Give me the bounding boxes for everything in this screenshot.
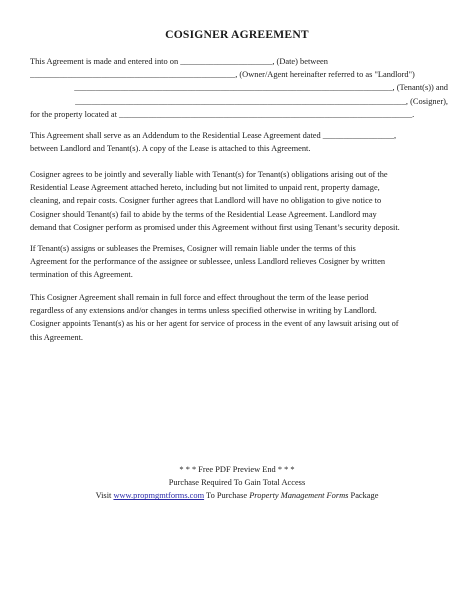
paragraph-liability	[30, 168, 448, 234]
paragraph-line: cleaning, and repair costs. Cosigner further agrees that Landlord will have no obligation to give notice to	[30, 196, 382, 206]
document-title: COSIGNER AGREEMENT	[165, 28, 309, 41]
visit-middle: To Purchase	[204, 491, 250, 501]
paragraph-line: between Landlord and Tenant(s). A copy of the Lease is attached to this Agreement.	[30, 144, 311, 154]
paragraph-line: This Cosigner Agreement shall remain in full force and effect throughout the term of the lease period	[30, 293, 369, 302]
paragraph-line: This Agreement shall serve as an Addendum to the Residential Lease Agreement dated _________________,	[30, 131, 397, 140]
visit-line	[0, 489, 474, 502]
intro-line-property: for the property located at ______________________________________________________________________.	[30, 109, 415, 119]
preview-footer	[0, 463, 474, 503]
visit-suffix: Package	[348, 491, 379, 501]
paragraph-line: Residential Lease Agreement attached hereto, including but not limited to unpaid rent, property damage,	[30, 183, 380, 193]
intro-line-tenants: ____________________________________________________________________________, (Tenant(s)) and	[74, 83, 448, 93]
paragraph-line: Cosigner agrees to be jointly and severally liable with Tenant(s) for Tenant(s) obligations arising out of the	[30, 170, 388, 179]
paragraph-line: Agreement for the performance of the assignee or sublessee, unless Landlord relieves Cosigner by written	[30, 257, 386, 267]
paragraph-term	[30, 291, 448, 344]
paragraph-sublease	[30, 242, 448, 282]
purchase-required-text: Purchase Required To Gain Total Access	[168, 478, 306, 488]
package-name: Property Management Forms	[249, 491, 349, 501]
website-link[interactable]: www.propmgmtforms.com	[113, 491, 205, 501]
paragraph-line: regardless of any extensions and/or changes in terms unless specified otherwise in writing by Landlord.	[30, 306, 377, 316]
paragraph-line: termination of this Agreement.	[30, 270, 133, 280]
paragraph-line: If Tenant(s) assigns or subleases the Premises, Cosigner will remain liable under the terms of this	[30, 244, 356, 253]
intro-section	[30, 55, 448, 121]
intro-line-cosigner: _______________________________________________________________________________, (Cosigner),	[75, 96, 448, 106]
intro-line-date: This Agreement is made and entered into on ______________________, (Date) between	[30, 57, 328, 66]
paragraph-line: demand that Cosigner perform as promised under this Agreement without first using Tenant’s security deposit.	[30, 222, 400, 232]
paragraph-line: Cosigner appoints Tenant(s) as his or her agent for service of process in the event of any lawsuit arising out of	[30, 319, 399, 329]
intro-line-landlord: _________________________________________________, (Owner/Agent hereinafter referred to as "Landlord")	[30, 70, 415, 80]
paragraph-line: this Agreement.	[30, 332, 84, 342]
paragraph-line: Cosigner should Tenant(s) fail to abide by the terms of the Residential Lease Agreement. Landlord may	[30, 209, 377, 219]
preview-end-text: * * * Free PDF Preview End * * *	[179, 465, 295, 474]
visit-prefix: Visit	[95, 491, 114, 501]
paragraph-addendum	[30, 129, 448, 155]
